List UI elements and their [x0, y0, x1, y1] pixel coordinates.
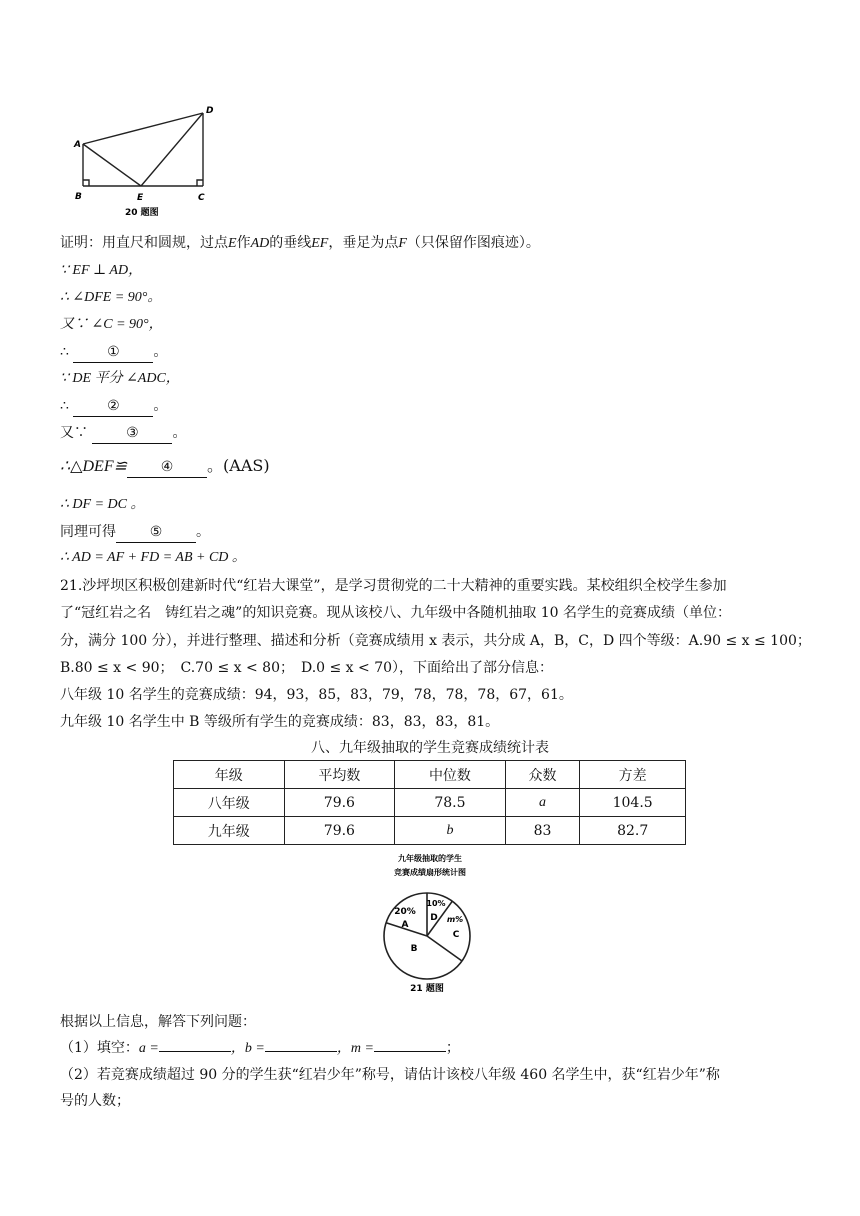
proof-intro-mid: 作 [236, 235, 251, 251]
table-caption: 八、九年级抽取的学生竞赛成绩统计表 [311, 740, 549, 756]
proof-line-4 [60, 342, 167, 363]
point-E: E [228, 236, 237, 251]
header-median: 中位数 [395, 761, 506, 789]
proof-line-7 [60, 423, 186, 444]
segment-AD-text: AD [250, 236, 270, 251]
table-cell: 78.5 [395, 789, 506, 817]
semicolon: ； [445, 1040, 460, 1056]
slice-label-D: D [430, 913, 438, 923]
slice-label-D-percent: 10% [426, 899, 446, 908]
pie-title-line-2: 竞赛成绩扇形统计图 [394, 868, 466, 877]
slice-label-C-percent: m% [446, 915, 464, 924]
proof-intro-text: 证明：用直尺和圆规，过点 [60, 235, 228, 251]
blank-3[interactable]: ③ [92, 423, 172, 444]
proof-line-2: ∴ ∠DFE = 90°。 [60, 290, 162, 305]
table-cell: 82.7 [580, 817, 686, 845]
slice-label-C: C [452, 930, 460, 940]
proof-line-10 [60, 522, 210, 543]
table-cell: a [505, 789, 580, 817]
table-cell: 79.6 [284, 789, 395, 817]
proof-line-6 [60, 396, 167, 417]
segment-ED [141, 113, 203, 186]
point-F: F [398, 236, 407, 251]
table-header-row [174, 761, 686, 789]
pie-chart-figure [365, 850, 495, 995]
answer-a-field[interactable] [159, 1051, 231, 1052]
q21-grade9-b-scores: 九年级 10 名学生中 B 等级所有学生的竞赛成绩：83，83，83，81。 [60, 714, 500, 730]
answer-b-field[interactable] [265, 1051, 337, 1052]
table-cell: 79.6 [284, 817, 395, 845]
q21-part-1 [60, 1038, 460, 1059]
header-mean: 平均数 [284, 761, 395, 789]
slice-label-A-percent: 20% [394, 907, 416, 917]
q21-para-2: 了“冠红岩之名 铸红岩之魂”的知识竞赛。现从该校八、九年级中各随机抽取 10 名学生的竞赛成绩（单位： [60, 605, 732, 621]
q21-para-4: B.80 ≤ x < 90； C.70 ≤ x < 80； D.0 ≤ x < 70），下面给出了部分信息： [60, 660, 554, 676]
right-angle-B [83, 180, 89, 186]
proof-line-1: ∵ EF ⊥ AD， [60, 263, 143, 278]
table-row [174, 817, 686, 845]
table-cell: 八年级 [174, 789, 285, 817]
proof-line-3: 又∵ ∠C = 90°， [60, 317, 163, 332]
table-cell: 104.5 [580, 789, 686, 817]
q21-instructions: 根据以上信息，解答下列问题： [60, 1014, 256, 1030]
proof-line-9: ∴ DF = DC 。 [60, 497, 145, 512]
pie-caption: 21 题图 [410, 984, 444, 994]
segment-AD [83, 113, 203, 144]
q21-para-3: 分，满分 100 分），并进行整理、描述和分析（竞赛成绩用 x 表示，共分成 A，B，C，D 四个等级：A.90 ≤ x ≤ 100； [60, 633, 811, 649]
stats-table [173, 760, 686, 845]
period: 。 [153, 344, 168, 360]
table-cell: 九年级 [174, 817, 285, 845]
proof-line-11: ∴ AD = AF + FD = AB + CD 。 [60, 550, 246, 565]
period: 。 [172, 425, 187, 441]
proof-intro-end: （只保留作图痕迹）。 [406, 235, 540, 251]
figure-20-caption: 20 题图 [125, 208, 159, 218]
since-symbol: 又∵ [60, 425, 88, 441]
aas-label: (AAS) [223, 456, 270, 475]
period: 。 [196, 524, 210, 540]
proof-line-5: ∵ DE 平分 ∠ADC， [60, 371, 180, 386]
blank-1[interactable]: ① [73, 342, 153, 363]
blank-4[interactable]: ④ [127, 457, 207, 478]
var-b-label: ，b = [230, 1041, 265, 1056]
q21-part-2-line-2: 号的人数； [60, 1093, 130, 1109]
right-angle-C [197, 180, 203, 186]
q21-para-1: 21.沙坪坝区积极创建新时代“红岩大课堂”，是学习贯彻党的二十大精神的重要实践。某校组织全校学生参加 [60, 578, 727, 594]
proof-intro-mid2: 的垂线 [269, 235, 312, 251]
point-label-E: E [137, 193, 144, 203]
point-label-D: D [206, 106, 214, 116]
proof-intro [60, 233, 540, 254]
point-label-A: A [74, 140, 81, 150]
slice-label-B: B [410, 944, 418, 954]
table-cell: 83 [505, 817, 580, 845]
therefore-symbol: ∴ [60, 398, 69, 414]
segment-AE [83, 144, 141, 186]
table-cell: b [395, 817, 506, 845]
figure-20 [70, 100, 220, 225]
period: 。 [153, 398, 168, 414]
period: 。 [207, 456, 224, 475]
similarly-text: 同理可得 [60, 524, 116, 540]
point-label-C: C [198, 193, 205, 203]
header-mode: 众数 [505, 761, 580, 789]
header-grade: 年级 [174, 761, 285, 789]
header-variance: 方差 [580, 761, 686, 789]
blank-2[interactable]: ② [73, 396, 153, 417]
q21-part-2-line-1: （2）若竞赛成绩超过 90 分的学生获“红岩少年”称号，请估计该校八年级 460 名学生中，获“红岩少年”称 [60, 1067, 720, 1083]
point-label-B: B [75, 192, 82, 202]
part-1-label: （1）填空： [60, 1040, 139, 1056]
therefore-symbol: ∴ [60, 344, 69, 360]
slice-label-A: A [401, 920, 409, 930]
table-row [174, 789, 686, 817]
var-m-label: ，m = [336, 1041, 374, 1056]
congruence-statement: ∴△DEF≌ [60, 458, 127, 475]
answer-m-field[interactable] [374, 1051, 446, 1052]
proof-intro-mid3: ，垂足为点 [328, 235, 399, 251]
proof-line-8 [60, 456, 270, 478]
var-a-label: a = [138, 1041, 159, 1056]
blank-5[interactable]: ⑤ [116, 522, 196, 543]
q21-grade8-scores: 八年级 10 名学生的竞赛成绩：94，93，85，83，79，78，78，78，67，61。 [60, 687, 573, 703]
segment-EF-text: EF [311, 236, 329, 251]
pie-title-line-1: 九年级抽取的学生 [398, 854, 462, 863]
